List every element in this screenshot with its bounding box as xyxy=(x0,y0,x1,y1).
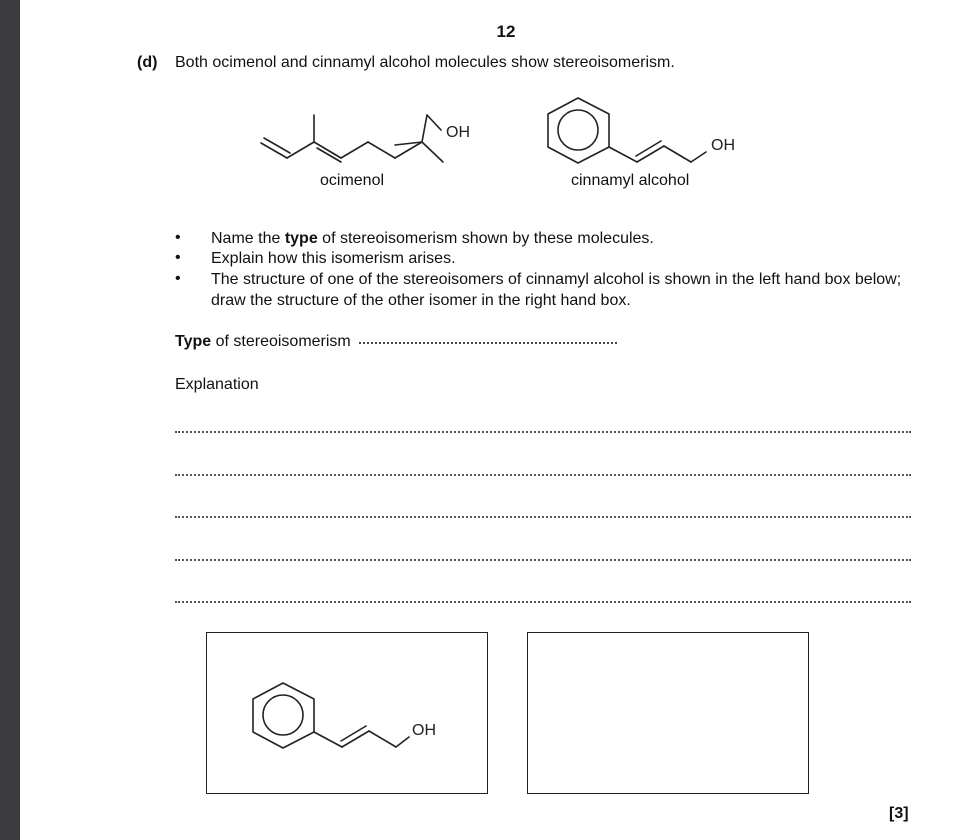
bond xyxy=(261,143,287,158)
explanation-answer-line[interactable] xyxy=(175,516,911,518)
given-isomer-oh-label: OH xyxy=(412,722,436,739)
question-part-label: (d) xyxy=(137,54,158,71)
given-isomer-structure xyxy=(247,679,447,759)
bond xyxy=(422,142,443,162)
bullet-explain: Explain how this isomerism arises. xyxy=(211,250,456,267)
explanation-answer-line[interactable] xyxy=(175,431,911,433)
bond xyxy=(636,141,661,156)
page-number: 12 xyxy=(496,22,516,41)
bullet-marker: • xyxy=(175,229,181,246)
benzene-ring xyxy=(253,683,314,748)
viewer-sidebar xyxy=(0,0,20,840)
bond xyxy=(341,726,366,741)
benzene-ring xyxy=(548,98,609,163)
bullet-draw-isomer: The structure of one of the stereoisomers of cinnamyl alcohol is shown in the left hand box below; draw the structure of the other isomer in the right hand box. xyxy=(211,271,902,309)
aromatic-circle xyxy=(263,695,303,735)
ocimenol-structure xyxy=(255,110,495,180)
cinnamyl-alcohol-structure xyxy=(540,94,760,174)
bond xyxy=(422,115,427,142)
bond xyxy=(287,142,314,158)
ocimenol-label: ocimenol xyxy=(320,172,385,189)
type-prompt: Type of stereoisomerism xyxy=(175,333,617,351)
bond xyxy=(427,115,441,130)
bond xyxy=(637,146,664,162)
bond xyxy=(314,142,341,158)
bond xyxy=(396,737,409,747)
bond xyxy=(664,146,691,162)
ocimenol-oh-label: OH xyxy=(446,124,470,141)
cinnamyl-alcohol-label: cinnamyl alcohol xyxy=(571,172,690,189)
bond xyxy=(264,138,290,153)
explanation-label: Explanation xyxy=(175,376,259,393)
explanation-answer-line[interactable] xyxy=(175,559,911,561)
bond xyxy=(368,142,395,158)
bullet-marker: • xyxy=(175,270,181,287)
bullet-name-type: Name the type of stereoisomerism shown by these molecules. xyxy=(211,230,654,247)
bond xyxy=(342,731,369,747)
given-isomer-box xyxy=(206,632,488,794)
explanation-answer-line[interactable] xyxy=(175,601,911,603)
bond xyxy=(691,152,706,162)
bond xyxy=(609,147,637,162)
draw-isomer-box[interactable] xyxy=(527,632,809,794)
cinnamyl-oh-label: OH xyxy=(711,137,735,154)
bond xyxy=(369,731,396,747)
type-answer-line[interactable] xyxy=(359,341,617,344)
bullet-marker: • xyxy=(175,249,181,266)
question-text: Both ocimenol and cinnamyl alcohol molecules show stereoisomerism. xyxy=(175,54,675,71)
bond xyxy=(341,142,368,158)
marks-label: [3] xyxy=(889,805,909,822)
explanation-answer-line[interactable] xyxy=(175,474,911,476)
aromatic-circle xyxy=(558,110,598,150)
bond xyxy=(314,732,342,747)
